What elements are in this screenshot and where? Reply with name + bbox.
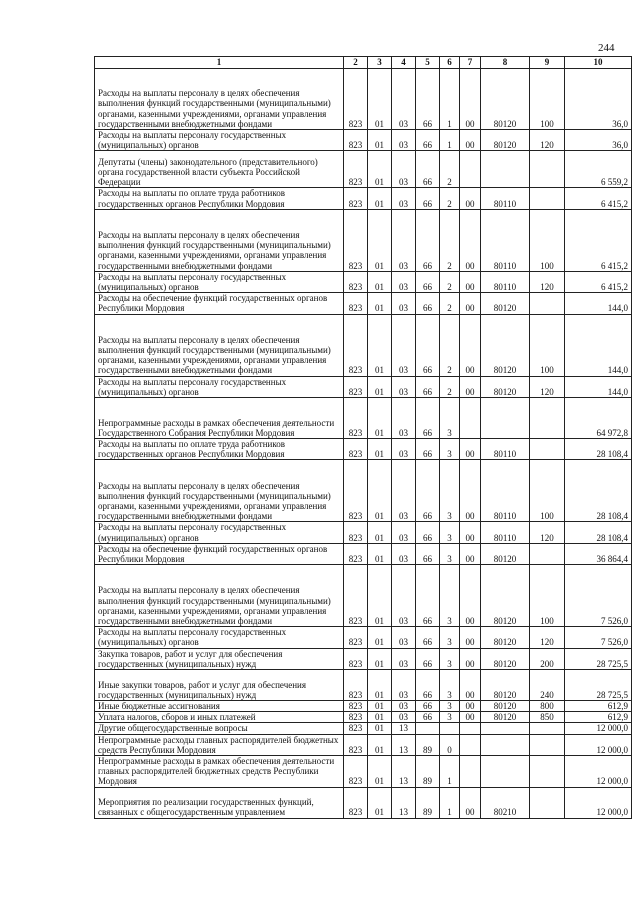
row-code: 00 [460, 701, 481, 712]
row-code: 03 [392, 565, 416, 627]
row-amount: 7 526,0 [565, 627, 632, 648]
row-code: 66 [416, 293, 440, 314]
row-code: 2 [440, 209, 460, 271]
row-code: 66 [416, 712, 440, 723]
row-code: 66 [416, 188, 440, 209]
row-code: 01 [368, 69, 392, 130]
table-row [95, 314, 632, 376]
table-row [95, 293, 632, 314]
row-code: 3 [440, 648, 460, 669]
row-code: 00 [460, 522, 481, 543]
row-description: Иные бюджетные ассигнования [95, 701, 344, 712]
row-code: 03 [392, 648, 416, 669]
row-description: Уплата налогов, сборов и иных платежей [95, 712, 344, 723]
row-code: 01 [368, 756, 392, 788]
row-code: 01 [368, 627, 392, 648]
row-code: 00 [460, 314, 481, 376]
row-code: 01 [368, 271, 392, 292]
row-code: 823 [344, 209, 368, 271]
row-code: 80120 [481, 314, 530, 376]
row-code: 80120 [481, 543, 530, 564]
table-row [95, 648, 632, 669]
row-code: 2 [440, 188, 460, 209]
row-code: 66 [416, 627, 440, 648]
table-row [95, 209, 632, 271]
row-code: 66 [416, 543, 440, 564]
table-row [95, 565, 632, 627]
row-code [481, 756, 530, 788]
table-row [95, 787, 632, 818]
row-description: Другие общегосударственные вопросы [95, 723, 344, 734]
row-amount: 28 108,4 [565, 522, 632, 543]
row-amount: 12 000,0 [565, 787, 632, 818]
table-row [95, 712, 632, 723]
row-code: 03 [392, 701, 416, 712]
column-header: 8 [481, 57, 530, 69]
row-code: 120 [530, 130, 565, 151]
row-code: 1 [440, 756, 460, 788]
row-description: Депутаты (члены) законодательного (представительного) органа государственной власти субъекта Российской Федерации [95, 151, 344, 188]
row-code: 00 [460, 648, 481, 669]
row-code: 00 [460, 188, 481, 209]
row-amount: 144,0 [565, 293, 632, 314]
row-code: 66 [416, 271, 440, 292]
table-row [95, 439, 632, 460]
row-code: 80110 [481, 522, 530, 543]
row-amount: 28 725,5 [565, 670, 632, 701]
row-code: 00 [460, 209, 481, 271]
row-code: 1 [440, 69, 460, 130]
table-row [95, 398, 632, 439]
column-header: 10 [565, 57, 632, 69]
row-code: 13 [392, 787, 416, 818]
row-code: 100 [530, 209, 565, 271]
row-code: 3 [440, 565, 460, 627]
table-row [95, 188, 632, 209]
row-code: 80110 [481, 188, 530, 209]
row-code: 80110 [481, 209, 530, 271]
row-code [460, 398, 481, 439]
row-amount: 144,0 [565, 314, 632, 376]
row-code: 03 [392, 712, 416, 723]
row-code: 823 [344, 565, 368, 627]
row-code [530, 398, 565, 439]
row-code: 3 [440, 522, 460, 543]
row-code: 00 [460, 460, 481, 522]
row-code: 66 [416, 439, 440, 460]
row-amount: 6 415,2 [565, 209, 632, 271]
row-code: 01 [368, 439, 392, 460]
row-description: Расходы на выплаты персоналу в целях обеспечения выполнения функций государственными (муниципальными) органами, казенными учреждениями, органами управления государственными внебюджетными фондами [95, 314, 344, 376]
row-code: 120 [530, 271, 565, 292]
row-code: 823 [344, 787, 368, 818]
row-code: 66 [416, 209, 440, 271]
row-code: 823 [344, 543, 368, 564]
row-amount: 64 972,8 [565, 398, 632, 439]
row-code: 2 [440, 271, 460, 292]
row-code: 00 [460, 439, 481, 460]
row-code: 80120 [481, 701, 530, 712]
row-code: 823 [344, 314, 368, 376]
row-code: 823 [344, 522, 368, 543]
row-code: 2 [440, 314, 460, 376]
row-code: 89 [416, 756, 440, 788]
row-code: 03 [392, 151, 416, 188]
row-code: 120 [530, 522, 565, 543]
row-code: 120 [530, 376, 565, 397]
row-code: 823 [344, 723, 368, 734]
row-code [530, 439, 565, 460]
row-code: 66 [416, 314, 440, 376]
row-code: 3 [440, 460, 460, 522]
row-code: 823 [344, 376, 368, 397]
row-amount: 144,0 [565, 376, 632, 397]
row-code: 00 [460, 787, 481, 818]
row-code: 823 [344, 712, 368, 723]
row-description: Иные закупки товаров, работ и услуг для обеспечения государственных (муниципальных) нужд [95, 670, 344, 701]
row-code: 89 [416, 787, 440, 818]
row-code: 01 [368, 543, 392, 564]
column-header: 7 [460, 57, 481, 69]
table-row [95, 670, 632, 701]
column-header: 1 [95, 57, 344, 69]
row-amount: 6 415,2 [565, 271, 632, 292]
row-code [460, 151, 481, 188]
row-code: 01 [368, 293, 392, 314]
row-code: 03 [392, 376, 416, 397]
row-code: 850 [530, 712, 565, 723]
table-row [95, 460, 632, 522]
row-code [481, 723, 530, 734]
row-description: Непрограммные расходы в рамках обеспечения деятельности главных распорядителей бюджетных средств Республики Мордовия [95, 756, 344, 788]
row-code: 00 [460, 293, 481, 314]
row-code: 01 [368, 734, 392, 755]
row-code: 01 [368, 565, 392, 627]
row-code: 80110 [481, 460, 530, 522]
row-code: 823 [344, 648, 368, 669]
row-description: Непрограммные расходы главных распорядителей бюджетных средств Республики Мордовия [95, 734, 344, 755]
row-code: 00 [460, 565, 481, 627]
row-amount: 612,9 [565, 712, 632, 723]
row-code: 01 [368, 648, 392, 669]
row-code: 66 [416, 376, 440, 397]
row-amount: 36,0 [565, 69, 632, 130]
column-header: 9 [530, 57, 565, 69]
row-code [530, 543, 565, 564]
row-code: 03 [392, 130, 416, 151]
row-code: 100 [530, 565, 565, 627]
row-code: 13 [392, 723, 416, 734]
header-row [95, 57, 632, 69]
row-code: 66 [416, 151, 440, 188]
row-amount: 6 559,2 [565, 151, 632, 188]
table-row [95, 543, 632, 564]
row-amount: 36,0 [565, 130, 632, 151]
row-code: 3 [440, 670, 460, 701]
row-code: 03 [392, 69, 416, 130]
row-code: 03 [392, 627, 416, 648]
row-code: 03 [392, 293, 416, 314]
row-code: 3 [440, 627, 460, 648]
row-code [481, 151, 530, 188]
row-code: 80120 [481, 130, 530, 151]
row-code: 120 [530, 627, 565, 648]
row-description: Расходы на выплаты персоналу государственных (муниципальных) органов [95, 522, 344, 543]
row-code: 3 [440, 712, 460, 723]
row-code: 01 [368, 376, 392, 397]
row-code [460, 756, 481, 788]
table-row [95, 723, 632, 734]
row-code [530, 723, 565, 734]
row-description: Расходы на выплаты персоналу государственных (муниципальных) органов [95, 376, 344, 397]
row-code: 3 [440, 398, 460, 439]
row-code: 80120 [481, 712, 530, 723]
row-code: 823 [344, 398, 368, 439]
row-amount: 28 108,4 [565, 439, 632, 460]
row-code: 66 [416, 522, 440, 543]
row-code: 03 [392, 439, 416, 460]
row-description: Расходы на выплаты по оплате труда работников государственных органов Республики Мордовия [95, 439, 344, 460]
row-code: 01 [368, 188, 392, 209]
row-code: 80120 [481, 565, 530, 627]
row-code: 03 [392, 209, 416, 271]
row-code: 100 [530, 69, 565, 130]
row-code: 823 [344, 188, 368, 209]
row-code: 00 [460, 271, 481, 292]
table-row [95, 271, 632, 292]
row-code: 01 [368, 787, 392, 818]
row-code: 80110 [481, 271, 530, 292]
row-code: 01 [368, 151, 392, 188]
row-code: 823 [344, 460, 368, 522]
table-row [95, 130, 632, 151]
row-code: 03 [392, 543, 416, 564]
column-header: 6 [440, 57, 460, 69]
row-code: 823 [344, 627, 368, 648]
row-code: 66 [416, 130, 440, 151]
row-code: 01 [368, 398, 392, 439]
row-code: 1 [440, 130, 460, 151]
row-code: 823 [344, 734, 368, 755]
row-amount: 28 725,5 [565, 648, 632, 669]
row-amount: 28 108,4 [565, 460, 632, 522]
table-row [95, 69, 632, 130]
row-code [530, 151, 565, 188]
row-code: 240 [530, 670, 565, 701]
row-code [440, 723, 460, 734]
row-description: Расходы на выплаты персоналу в целях обеспечения выполнения функций государственными (муниципальными) органами, казенными учреждениями, органами управления государственными внебюджетными фондами [95, 69, 344, 130]
row-code [530, 188, 565, 209]
row-code [530, 734, 565, 755]
table-row [95, 701, 632, 712]
row-description: Расходы на выплаты персоналу в целях обеспечения выполнения функций государственными (муниципальными) органами, казенными учреждениями, органами управления государственными внебюджетными фондами [95, 209, 344, 271]
row-code: 1 [440, 787, 460, 818]
row-code: 800 [530, 701, 565, 712]
row-code: 00 [460, 627, 481, 648]
row-code: 66 [416, 670, 440, 701]
row-code: 200 [530, 648, 565, 669]
row-code: 3 [440, 543, 460, 564]
row-code [416, 723, 440, 734]
row-code: 03 [392, 670, 416, 701]
row-code: 01 [368, 712, 392, 723]
row-code: 66 [416, 69, 440, 130]
row-code: 80120 [481, 670, 530, 701]
row-code: 2 [440, 376, 460, 397]
row-description: Расходы на выплаты персоналу государственных (муниципальных) органов [95, 130, 344, 151]
row-code: 80120 [481, 376, 530, 397]
row-code: 823 [344, 756, 368, 788]
row-code: 03 [392, 522, 416, 543]
row-description: Закупка товаров, работ и услуг для обеспечения государственных (муниципальных) нужд [95, 648, 344, 669]
row-code: 00 [460, 543, 481, 564]
row-code [481, 734, 530, 755]
row-amount: 12 000,0 [565, 756, 632, 788]
row-code: 01 [368, 701, 392, 712]
row-description: Расходы на выплаты персоналу государственных (муниципальных) органов [95, 271, 344, 292]
row-code: 0 [440, 734, 460, 755]
row-code: 823 [344, 670, 368, 701]
row-code: 823 [344, 271, 368, 292]
row-code: 823 [344, 151, 368, 188]
row-code: 13 [392, 756, 416, 788]
row-code: 00 [460, 670, 481, 701]
row-code: 13 [392, 734, 416, 755]
row-code: 01 [368, 670, 392, 701]
row-description: Расходы на выплаты по оплате труда работников государственных органов Республики Мордовия [95, 188, 344, 209]
row-code: 823 [344, 69, 368, 130]
row-code: 823 [344, 439, 368, 460]
row-amount: 36 864,4 [565, 543, 632, 564]
row-code [481, 398, 530, 439]
row-code: 2 [440, 151, 460, 188]
row-code [530, 787, 565, 818]
row-code: 823 [344, 701, 368, 712]
row-code: 00 [460, 69, 481, 130]
column-header: 2 [344, 57, 368, 69]
row-code: 66 [416, 460, 440, 522]
row-amount: 12 000,0 [565, 723, 632, 734]
row-description: Непрограммные расходы в рамках обеспечения деятельности Государственного Собрания Республики Мордовия [95, 398, 344, 439]
column-header: 5 [416, 57, 440, 69]
budget-table [94, 56, 632, 819]
row-code: 80110 [481, 439, 530, 460]
row-code: 01 [368, 723, 392, 734]
row-code: 823 [344, 130, 368, 151]
row-code: 66 [416, 701, 440, 712]
row-code: 80120 [481, 69, 530, 130]
row-code: 66 [416, 398, 440, 439]
row-code: 823 [344, 293, 368, 314]
row-code: 80120 [481, 627, 530, 648]
table-row [95, 522, 632, 543]
page-number: 244 [598, 42, 615, 54]
row-code: 3 [440, 701, 460, 712]
row-amount: 7 526,0 [565, 565, 632, 627]
row-description: Расходы на обеспечение функций государственных органов Республики Мордовия [95, 543, 344, 564]
row-description: Мероприятия по реализации государственных функций, связанных с общегосударственным управлением [95, 787, 344, 818]
row-amount: 612,9 [565, 701, 632, 712]
row-code: 3 [440, 439, 460, 460]
row-code [460, 734, 481, 755]
row-code: 03 [392, 398, 416, 439]
column-header: 4 [392, 57, 416, 69]
row-code: 00 [460, 712, 481, 723]
row-code: 01 [368, 314, 392, 376]
row-code: 03 [392, 188, 416, 209]
row-code: 03 [392, 460, 416, 522]
row-description: Расходы на обеспечение функций государственных органов Республики Мордовия [95, 293, 344, 314]
row-description: Расходы на выплаты персоналу государственных (муниципальных) органов [95, 627, 344, 648]
row-description: Расходы на выплаты персоналу в целях обеспечения выполнения функций государственными (муниципальными) органами, казенными учреждениями, органами управления государственными внебюджетными фондами [95, 565, 344, 627]
table-row [95, 627, 632, 648]
row-amount: 6 415,2 [565, 188, 632, 209]
row-code: 00 [460, 130, 481, 151]
row-code: 80210 [481, 787, 530, 818]
table-row [95, 151, 632, 188]
column-header: 3 [368, 57, 392, 69]
row-code: 00 [460, 376, 481, 397]
row-code: 80120 [481, 293, 530, 314]
row-amount: 12 000,0 [565, 734, 632, 755]
row-code: 03 [392, 271, 416, 292]
row-code: 66 [416, 565, 440, 627]
row-code: 2 [440, 293, 460, 314]
row-code [460, 723, 481, 734]
row-code [530, 756, 565, 788]
row-code: 03 [392, 314, 416, 376]
row-code: 01 [368, 460, 392, 522]
table-row [95, 376, 632, 397]
row-code: 80120 [481, 648, 530, 669]
row-code: 01 [368, 522, 392, 543]
row-code [530, 293, 565, 314]
row-code: 100 [530, 314, 565, 376]
row-code: 01 [368, 130, 392, 151]
row-code: 100 [530, 460, 565, 522]
table-row [95, 756, 632, 788]
row-code: 66 [416, 648, 440, 669]
row-code: 89 [416, 734, 440, 755]
table-row [95, 734, 632, 755]
row-code: 01 [368, 209, 392, 271]
row-description: Расходы на выплаты персоналу в целях обеспечения выполнения функций государственными (муниципальными) органами, казенными учреждениями, органами управления государственными внебюджетными фондами [95, 460, 344, 522]
